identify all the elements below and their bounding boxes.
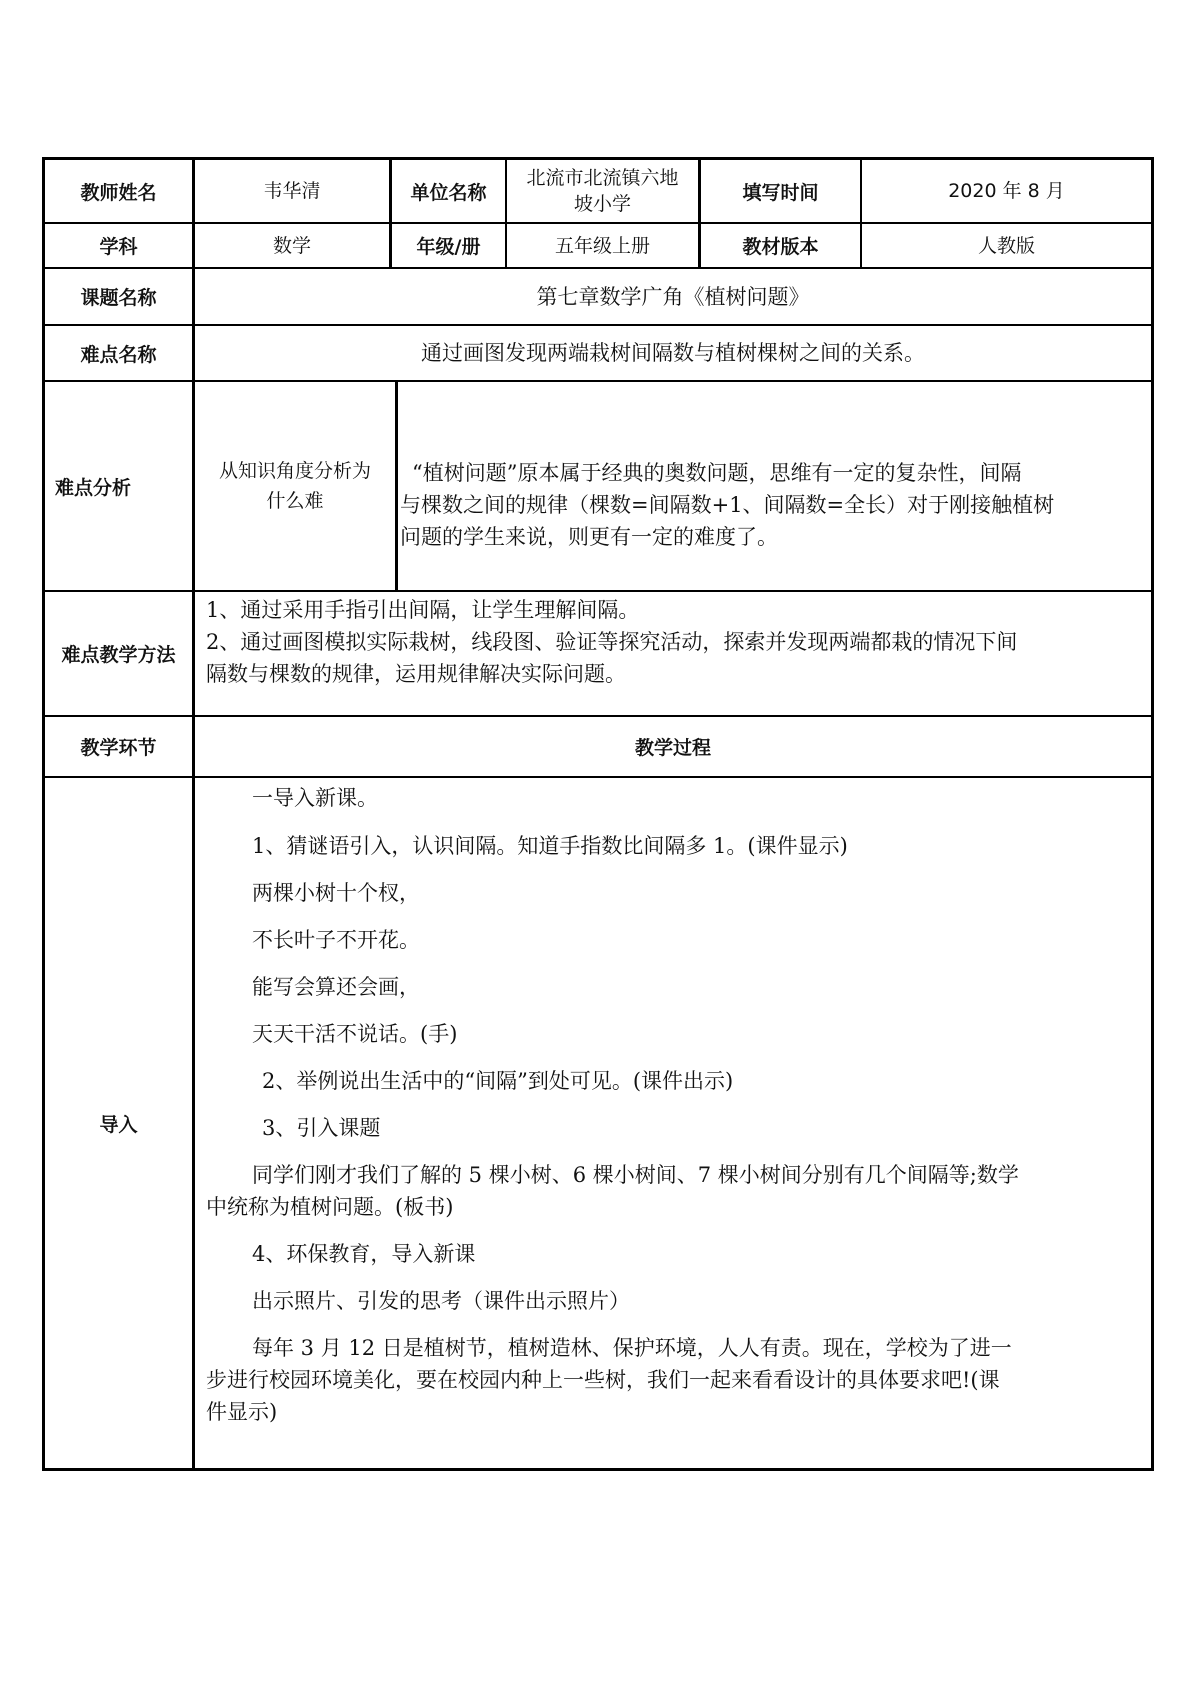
unit-name-value: [507, 160, 698, 222]
teacher-name-value: 韦华清: [263, 180, 321, 202]
table-border-bottom: [42, 1468, 1154, 1471]
analysis-sub-label-line1: 从知识角度分析为: [218, 460, 371, 482]
fill-date-value: 2020 年 8 月: [948, 180, 1065, 202]
topic-value: 第七章数学广角《植树问题》: [536, 284, 810, 309]
analysis-text-line2: 与棵数之间的规律（棵数=间隔数+1、间隔数=全长）对于刚接触植树: [400, 493, 1055, 517]
analysis-text-line3: 问题的学生来说，则更有一定的难度了。: [400, 525, 778, 549]
unit-name-line2: 坡小学: [573, 193, 631, 215]
unit-name-line1: 北流市北流镇六地: [526, 167, 679, 189]
analysis-text-line1: “植树问题”原本属于经典的奥数问题，思维有一定的复杂性，间隔: [412, 461, 1022, 485]
intro-paragraph: 天天干活不说话。(手): [252, 1022, 458, 1046]
intro-paragraph: 同学们刚才我们了解的 5 棵小树、6 棵小树间、7 棵小树间分别有几个间隔等;数学: [252, 1163, 1019, 1187]
intro-paragraph: 步进行校园环境美化，要在校园内种上一些树，我们一起来看看设计的具体要求吧!(课: [206, 1368, 1000, 1392]
row-divider: [42, 590, 1154, 592]
subject-label: 学科: [99, 236, 138, 258]
method-line2: 2、通过画图模拟实际栽树，线段图、验证等探究活动，探索并发现两端都栽的情况下间: [206, 630, 1018, 654]
unit-name-label: 单位名称: [410, 181, 487, 204]
grade-value: 五年级上册: [554, 234, 650, 257]
intro-paragraph: 一导入新课。: [252, 786, 378, 810]
analysis-label: 难点分析: [55, 476, 132, 499]
analysis-sub-label-line2: 什么难: [266, 490, 324, 512]
fill-date-label: 填写时间: [742, 181, 819, 204]
intro-paragraph: 两棵小树十个杈，: [252, 881, 420, 905]
method-label: 难点教学方法: [61, 644, 176, 666]
difficulty-label: 难点名称: [80, 343, 157, 366]
intro-paragraph: 4、环保教育，导入新课: [252, 1242, 476, 1266]
intro-paragraph: 出示照片、引发的思考（课件出示照片）: [252, 1289, 630, 1313]
intro-paragraph: 3、引入课题: [262, 1116, 381, 1140]
row-divider: [42, 776, 1154, 778]
edition-label: 教材版本: [742, 236, 819, 258]
intro-paragraph: 能写会算还会画，: [252, 975, 420, 999]
intro-paragraph: 件显示): [206, 1400, 278, 1424]
edition-value: 人教版: [977, 234, 1035, 257]
intro-paragraph: 每年 3 月 12 日是植树节，植树造林、保护环境，人人有责。现在，学校为了进一: [252, 1336, 1012, 1360]
grade-label: 年级/册: [416, 236, 481, 258]
intro-label: 导入: [99, 1113, 138, 1136]
column-divider: [395, 380, 398, 591]
intro-paragraph: 不长叶子不开花。: [252, 928, 420, 952]
process-header: 教学过程: [634, 737, 711, 759]
intro-paragraph: 中统称为植树问题。(板书): [206, 1195, 454, 1219]
difficulty-value: 通过画图发现两端栽树间隔数与植树棵树之间的关系。: [421, 341, 925, 365]
subject-value: 数学: [272, 234, 311, 257]
intro-paragraph: 2、举例说出生活中的“间隔”到处可见。(课件出示): [262, 1069, 734, 1093]
method-line1: 1、通过采用手指引出间隔，让学生理解间隔。: [206, 598, 640, 622]
teacher-name-label: 教师姓名: [80, 181, 157, 204]
analysis-sub-label: [195, 382, 395, 590]
table-border-right: [1151, 157, 1154, 1471]
method-line3: 隔数与棵数的规律，运用规律解决实际问题。: [206, 662, 626, 686]
intro-paragraph: 1、猜谜语引入，认识间隔。知道手指数比间隔多 1。(课件显示): [252, 834, 848, 858]
stage-header: 教学环节: [80, 737, 157, 759]
topic-label: 课题名称: [80, 287, 157, 309]
